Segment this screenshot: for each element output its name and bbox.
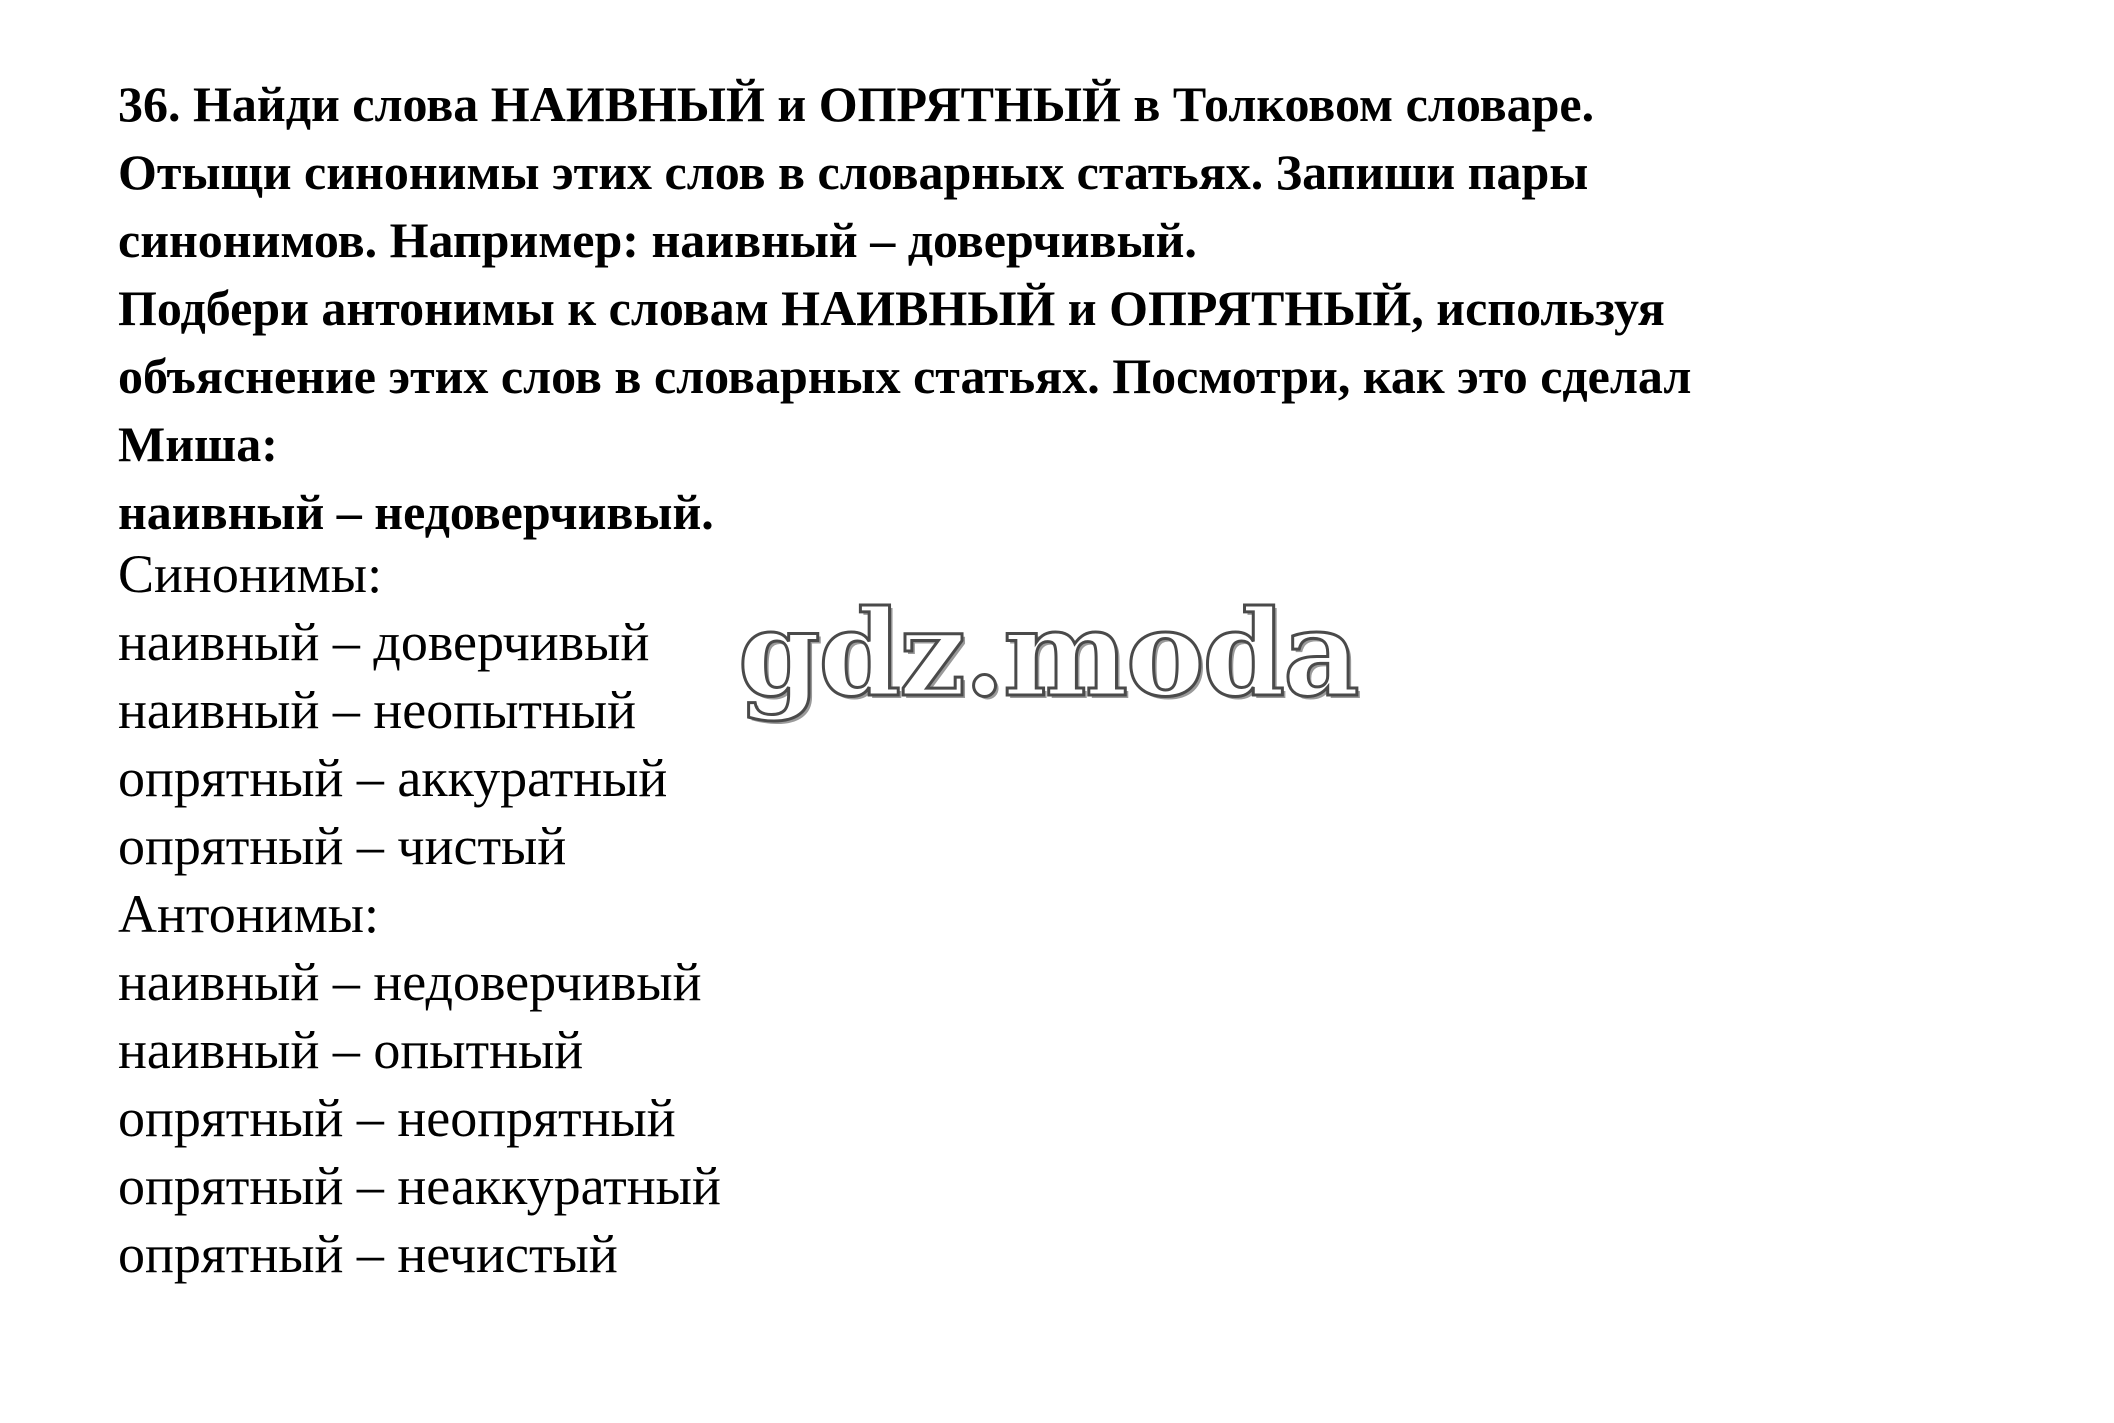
task-line: 36. Найди слова НАИВНЫЙ и ОПРЯТНЫЙ в Толковом словаре.	[118, 76, 1595, 132]
antonym-pair: опрятный – нечистый	[118, 1224, 618, 1284]
synonym-pair: опрятный – чистый	[118, 816, 567, 876]
task-line: наивный – недоверчивый.	[118, 484, 714, 540]
task-text	[118, 70, 2078, 546]
task-line: объяснение этих слов в словарных статьях. Посмотри, как это сделал	[118, 348, 1692, 404]
antonym-pair: наивный – опытный	[118, 1020, 584, 1080]
antonym-pair: наивный – недоверчивый	[118, 952, 702, 1012]
antonyms-heading: Антонимы:	[118, 884, 380, 944]
antonym-pair: опрятный – неаккуратный	[118, 1156, 721, 1216]
task-line: Отыщи синонимы этих слов в словарных статьях. Запиши пары	[118, 144, 1589, 200]
synonym-pair: наивный – неопытный	[118, 680, 637, 740]
task-line: Подбери антонимы к словам НАИВНЫЙ и ОПРЯТНЫЙ, используя	[118, 280, 1665, 336]
synonym-pair: опрятный – аккуратный	[118, 748, 668, 808]
synonym-pair: наивный – доверчивый	[118, 612, 650, 672]
watermark-logo: gdz.moda	[738, 584, 1358, 723]
task-line: синонимов. Например: наивный – доверчивый.	[118, 212, 1197, 268]
answer-text	[118, 540, 721, 1288]
antonym-pair: опрятный – неопрятный	[118, 1088, 676, 1148]
task-line: Миша:	[118, 416, 278, 472]
synonyms-heading: Синонимы:	[118, 544, 383, 604]
